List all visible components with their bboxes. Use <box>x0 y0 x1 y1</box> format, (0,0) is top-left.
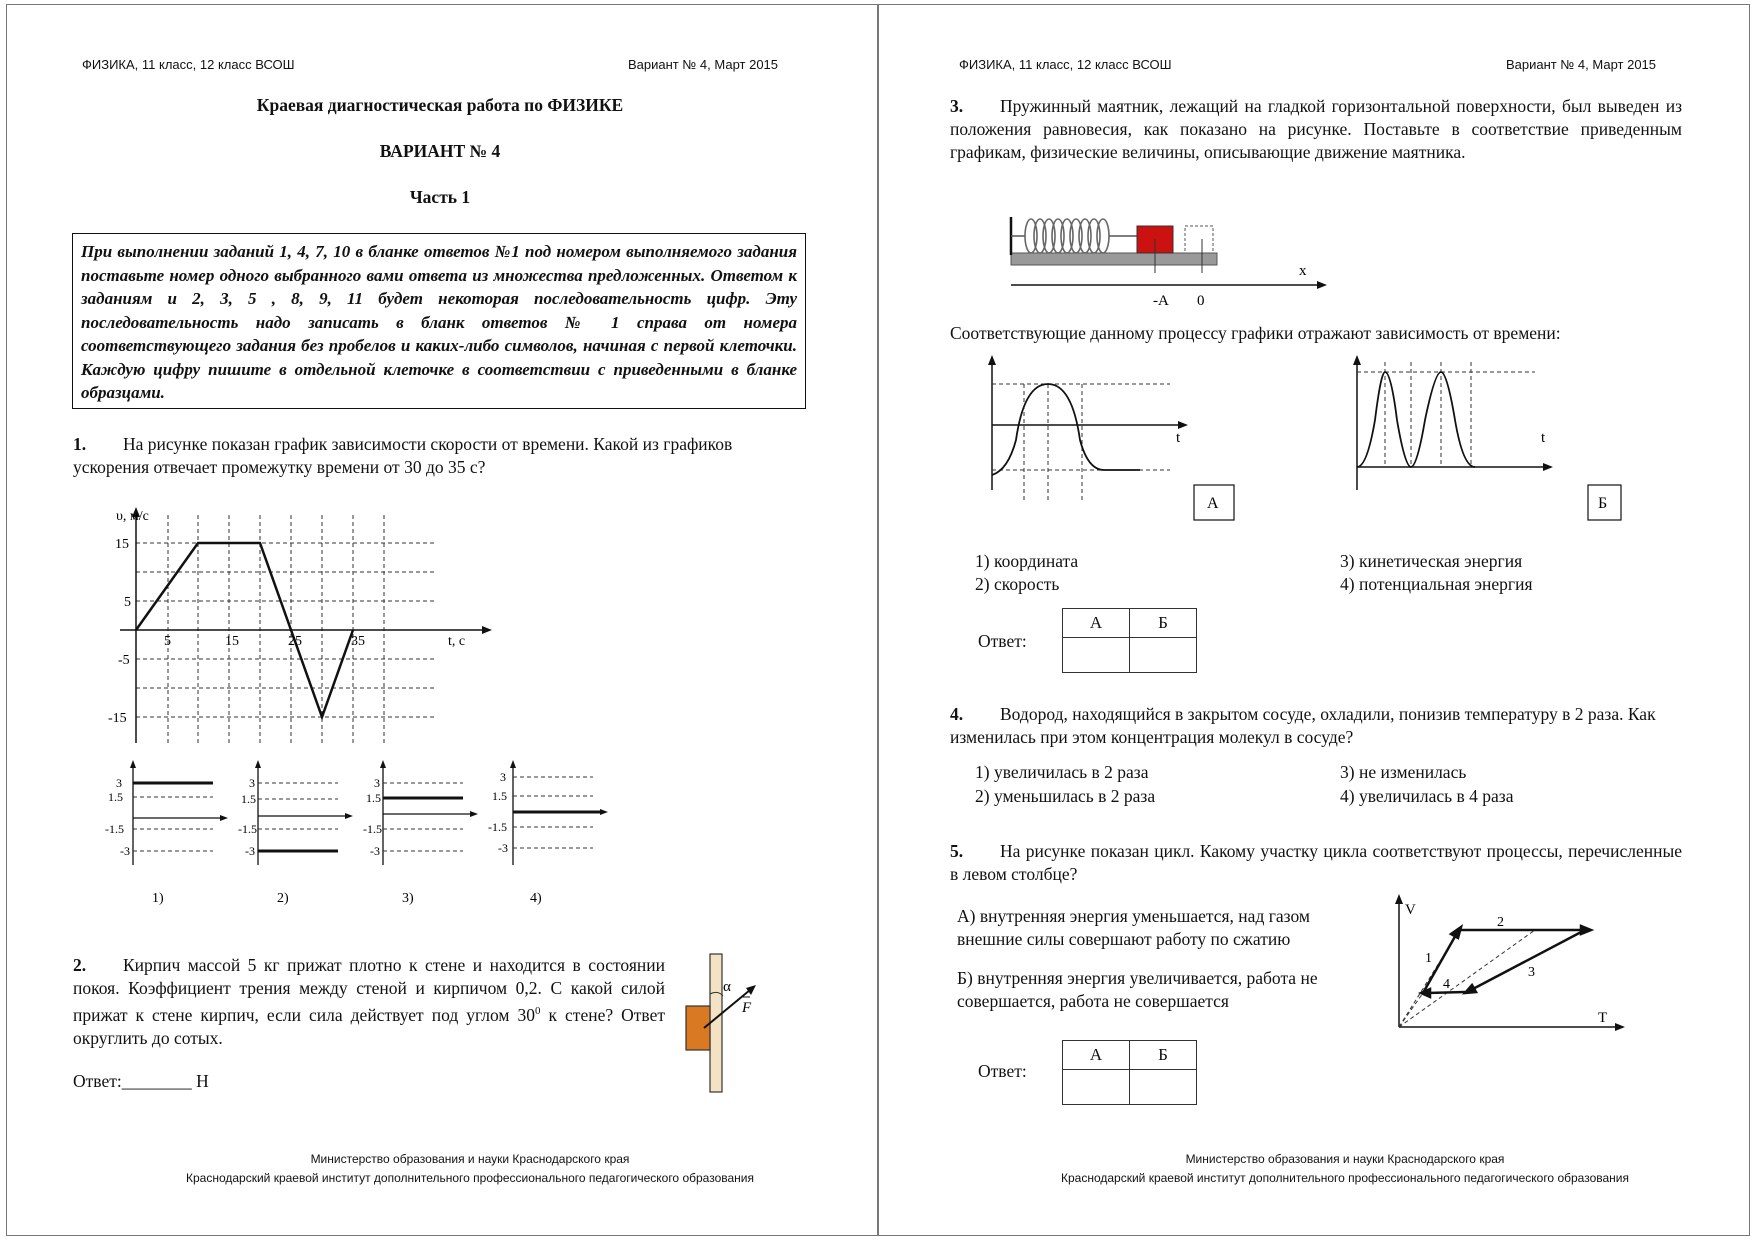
opt-tick: 3 <box>374 776 380 790</box>
answer-cell-b[interactable] <box>1130 638 1197 673</box>
variant-title: ВАРИАНТ № 4 <box>379 141 501 161</box>
opt-tick: 1.5 <box>366 791 381 805</box>
q4-option-3: 3) не изменилась <box>1340 762 1467 782</box>
opt-tick: -3 <box>370 844 380 858</box>
right-page <box>878 4 1750 1236</box>
q2-alpha-label: α <box>723 979 731 995</box>
q2-text-end: к стене? Ответ округлить до сотых. <box>73 1004 665 1048</box>
option-graph-1 <box>105 760 228 905</box>
q3-answer-label: Ответ: <box>978 631 1027 651</box>
q5-seg-2: 2 <box>1497 915 1504 930</box>
q2-number: 2. <box>73 955 87 975</box>
q5-answer-table <box>1062 1040 1197 1105</box>
q3-text-body: Пружинный маятник, лежащий на гладкой горизонтальной поверхности, был выведен из положения равновесия, как показано на рисунке. Поставьте в соответствие приведенным графикам, физические величины, описывающие движение маятника. <box>950 96 1682 162</box>
opt-tick: -3 <box>498 841 508 855</box>
q1-xtick: 35 <box>351 634 365 649</box>
option-graph-2 <box>238 760 353 905</box>
q5-seg-3: 3 <box>1528 965 1535 980</box>
answer-col-b: Б <box>1130 609 1197 638</box>
q3-minus-a-label: -A <box>1153 293 1169 309</box>
left-footer-institute: Краснодарский краевой институт дополнительного профессионального педагогического образования <box>185 1171 754 1185</box>
opt-tick: -3 <box>245 844 255 858</box>
q1-ytick: 5 <box>124 595 131 610</box>
q4-text-body: Водород, находящийся в закрытом сосуде, охладили, понизив температуру в 2 раза. Как изменилась при этом концентрация молекул в сосуде? <box>950 704 1656 747</box>
q3-option-2: 2) скорость <box>975 574 1060 594</box>
q2-text <box>73 954 665 1050</box>
q3-zero-label: 0 <box>1197 293 1205 309</box>
answer-cell-a[interactable] <box>1063 1070 1130 1105</box>
q5-answer-label: Ответ: <box>978 1061 1027 1081</box>
option-label-2: 2) <box>277 891 289 905</box>
q3-graph-b-label: Б <box>1598 495 1608 512</box>
q1-xtick: 25 <box>288 634 302 649</box>
q3-graph-a-curve <box>992 384 1140 475</box>
left-header-subject: ФИЗИКА, 11 класс, 12 класс ВСОШ <box>82 57 295 72</box>
q1-number: 1. <box>73 434 87 454</box>
q4-option-4: 4) увеличилась в 4 раза <box>1340 786 1514 806</box>
q3-answer-table <box>1062 608 1197 673</box>
q5-v-label: V <box>1405 902 1416 918</box>
q3-graph-a-t: t <box>1176 430 1181 446</box>
page-title: Краевая диагностическая работа по ФИЗИКЕ <box>256 95 624 115</box>
q2-force-label: F <box>742 1000 752 1016</box>
q3-graph-b-t: t <box>1541 430 1546 446</box>
q1-velocity-graph <box>100 505 500 750</box>
instructions-box: При выполнении заданий 1, 4, 7, 10 в бланке ответов №1 под номером выполняемого задания поставьте номер одного выбранного вами ответа из множества предложенных. Ответом к заданиям и 2, 3, 5 , 8, 9, 11 будет некоторая последовательность цифр. Эту последовательность надо записать в бланк ответов № 1 справа от номера соответствующего задания без пробелов и каких-либо символов, начиная с первой клеточки. Каждую цифру пишите в отдельной клеточке в соответствии с приведенными в бланке образцами. <box>72 233 806 409</box>
opt-tick: 3 <box>116 776 122 790</box>
q5-seg-1: 1 <box>1425 951 1432 966</box>
opt-tick: -1.5 <box>238 822 257 836</box>
q1-text-body: На рисунке показан график зависимости скорости от времени. Какой из графиков ускорения отвечает промежутку времени от 30 до 35 с? <box>73 434 733 477</box>
opt-tick: -1.5 <box>363 822 382 836</box>
opt-tick: -3 <box>120 844 130 858</box>
q1-ylabel: υ, м/с <box>116 509 149 524</box>
q3-number: 3. <box>950 96 964 116</box>
q1-ytick: 15 <box>115 537 129 552</box>
answer-col-b: Б <box>1130 1041 1197 1070</box>
q1-ytick: -15 <box>108 711 127 726</box>
q1-xlabel: t, с <box>448 634 466 649</box>
part-title: Часть 1 <box>409 187 471 207</box>
q1-xtick: 5 <box>164 634 171 649</box>
q5-t-label: T <box>1598 1010 1608 1026</box>
q3-x-label: x <box>1299 263 1307 279</box>
answer-col-a: А <box>1063 609 1130 638</box>
opt-tick: 1.5 <box>492 789 507 803</box>
option-label-1: 1) <box>152 891 164 905</box>
q2-answer-line: Ответ:________ Н <box>73 1071 209 1091</box>
q4-number: 4. <box>950 704 964 724</box>
q4-option-1: 1) увеличилась в 2 раза <box>975 762 1149 782</box>
q3-spring-figure <box>1005 205 1345 313</box>
right-footer-ministry: Министерство образования и науки Краснодарского края <box>1185 1152 1505 1166</box>
q3-graph-a-label: А <box>1207 495 1219 512</box>
opt-tick: 3 <box>249 776 255 790</box>
q3-graph-a <box>980 350 1240 525</box>
opt-tick: 1.5 <box>108 790 123 804</box>
q5-text-body: На рисунке показан цикл. Какому участку цикла соответствуют процессы, перечисленные в левом столбце? <box>950 841 1682 884</box>
left-header-variant: Вариант № 4, Март 2015 <box>628 57 779 72</box>
option-label-4: 4) <box>530 891 542 905</box>
right-header-variant: Вариант № 4, Март 2015 <box>1506 57 1657 72</box>
q5-cycle-graph <box>1385 890 1630 1035</box>
q1-xtick: 15 <box>225 634 239 649</box>
opt-tick: -1.5 <box>105 822 124 836</box>
q1-text <box>73 433 753 479</box>
opt-tick: 3 <box>500 770 506 784</box>
q3-option-4: 4) потенциальная энергия <box>1340 574 1533 594</box>
q3-graph-b-curve <box>1357 372 1475 467</box>
q1-ytick: -5 <box>118 653 130 668</box>
option-label-3: 3) <box>402 891 414 905</box>
q5-statement-b: Б) внутренняя энергия увеличивается, работа не совершается, работа не совершается <box>957 968 1318 1011</box>
q3-graphs-intro: Соответствующие данному процессу графики отражают зависимость от времени: <box>950 323 1561 343</box>
answer-col-a: А <box>1063 1041 1130 1070</box>
option-graph-3 <box>363 760 478 905</box>
q3-option-1: 1) координата <box>975 551 1079 571</box>
q5-text <box>950 840 1682 886</box>
q2-text-body: Кирпич массой 5 кг прижат плотно к стене и находится в состоянии покоя. Коэффициент трения между стеной и кирпичом 0,2. С какой силой прижат к стене кирпич, если сила действует под углом 30 <box>73 955 665 1025</box>
q5-seg-4: 4 <box>1443 977 1450 992</box>
q1-option-graphs <box>100 755 640 905</box>
q4-text <box>950 703 1682 749</box>
q5-statement-a: А) внутренняя энергия уменьшается, над газом внешние силы совершают работу по сжатию <box>957 906 1310 949</box>
answer-cell-b[interactable] <box>1130 1070 1197 1105</box>
q4-option-2: 2) уменьшилась в 2 раза <box>975 786 1156 806</box>
q5-number: 5. <box>950 841 964 861</box>
right-footer-institute: Краснодарский краевой институт дополнительного профессионального педагогического образования <box>1060 1171 1629 1185</box>
q3-option-3: 3) кинетическая энергия <box>1340 551 1523 571</box>
answer-cell-a[interactable] <box>1063 638 1130 673</box>
q2-brick-figure <box>680 950 760 1095</box>
q2-degree: 0 <box>535 1005 541 1017</box>
option-graph-4 <box>488 760 608 905</box>
left-footer-ministry: Министерство образования и науки Краснодарского края <box>310 1152 630 1166</box>
q3-graph-b <box>1345 350 1625 525</box>
opt-tick: 1.5 <box>241 792 256 806</box>
q3-text <box>950 95 1682 164</box>
right-header-subject: ФИЗИКА, 11 класс, 12 класс ВСОШ <box>959 57 1172 72</box>
opt-tick: -1.5 <box>488 820 507 834</box>
